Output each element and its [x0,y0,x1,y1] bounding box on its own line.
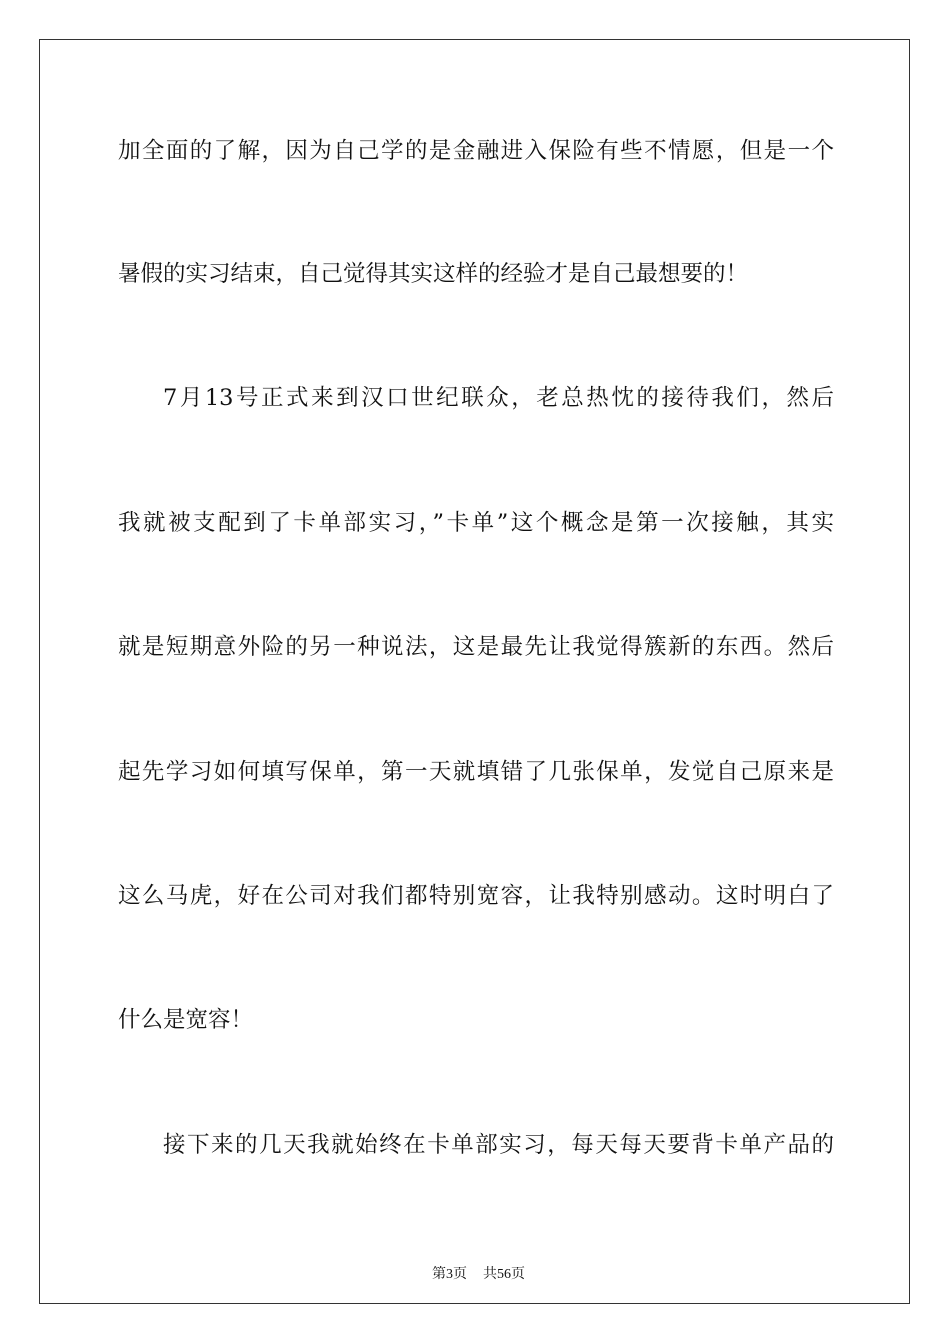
page-total: 共56页 [483,1267,525,1282]
paragraph-line: 这么马虎，好在公司对我们都特别宽容，让我特别感动。这时明白了 [118,883,834,909]
page-footer [0,1245,950,1285]
paragraph-line: 我就被支配到了卡单部实习，”卡单”这个概念是第一次接触，其实 [118,510,834,536]
paragraph-line: 就是短期意外险的另一种说法，这是最先让我觉得簇新的东西。然后 [118,634,834,660]
paragraph-line: 什么是宽容！ [118,1007,254,1033]
paragraph-line: 暑假的实习结束，自己觉得其实这样的经验才是自己最想要的！ [118,261,749,287]
paragraph-line: 接下来的几天我就始终在卡单部实习，每天每天要背卡单产品的 [163,1132,834,1158]
page-border [39,39,910,1304]
paragraph-line: 7月13号正式来到汉口世纪联众，老总热忱的接待我们，然后 [163,385,834,411]
page-number: 第3页 [432,1267,467,1282]
paragraph-line: 加全面的了解，因为自己学的是金融进入保险有些不情愿，但是一个 [118,138,834,164]
paragraph-line: 起先学习如何填写保单，第一天就填错了几张保单，发觉自己原来是 [118,759,834,785]
